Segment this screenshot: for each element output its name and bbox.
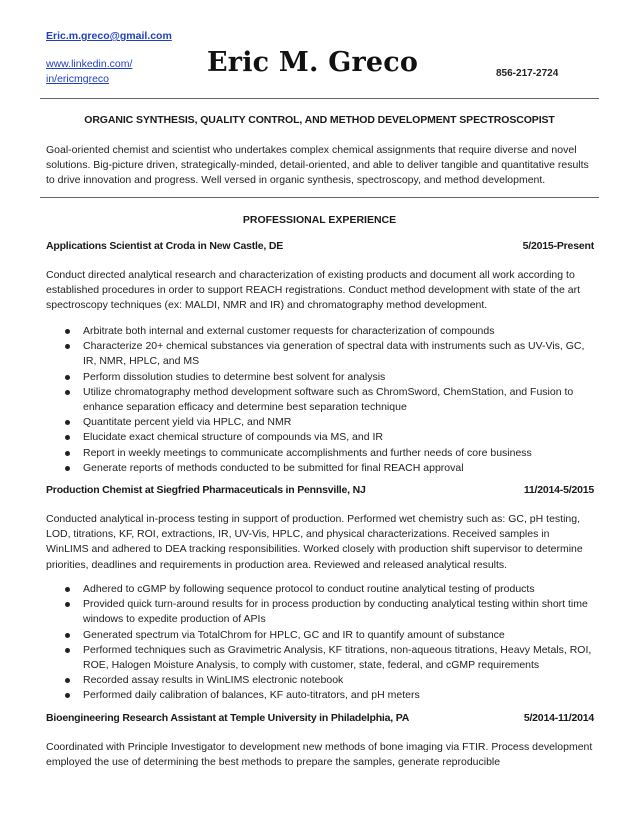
job-header (46, 712, 594, 724)
bullet-item (64, 370, 594, 385)
experience-section-title: PROFESSIONAL EXPERIENCE (242, 214, 397, 226)
bullet-icon (65, 390, 70, 395)
bullet-text: Provided quick turn-around results for in process production by conducting analytical testing within short time windows to expedite production of APIs (83, 598, 588, 626)
bullet-icon (65, 344, 70, 349)
job-title: Bioengineering Research Assistant at Temple University in Philadelphia, PA (46, 712, 410, 724)
job-header (46, 484, 594, 496)
bullet-icon (65, 693, 70, 698)
job-description: Conduct directed analytical research and characterization of existing products and document all work according to established procedures in order to support REACH registrations. Conduct method development with state of the art spectroscopy techniques (ex: MALDI, NMR and IR) and chromatography method development. (46, 269, 581, 312)
bullet-text: Utilize chromatography method development software such as ChromSword, ChemStation, and Fusion to enhance separation efficacy and determine best separation technique (83, 385, 574, 414)
bullet-icon (65, 648, 70, 653)
bullet-text: Elucidate exact chemical structure of compounds via MS, and IR (83, 431, 383, 444)
phone-number: 856-217-2724 (496, 68, 559, 79)
job-title: Applications Scientist at Croda in New Castle, DE (46, 240, 284, 252)
bullet-item (64, 430, 594, 445)
job-bullet-list (64, 582, 594, 704)
bullet-icon (65, 602, 70, 607)
bullet-icon (65, 375, 70, 380)
summary-paragraph: Goal-oriented chemist and scientist who undertakes complex chemical assignments that require diverse and novel solutions. Big-picture driven, strategically-minded, detail-oriented, and able to deliver tangible and quantitative results to drive innovation and progress. Well versed in organic synthesis, spectroscopy, and method development. (46, 144, 589, 187)
bullet-item (64, 628, 594, 643)
bullet-icon (65, 329, 70, 334)
candidate-name: Eric M. Greco (207, 47, 419, 78)
job-dates: 5/2014-11/2014 (523, 712, 594, 724)
bullet-item (64, 385, 594, 415)
job-dates: 11/2014-5/2015 (523, 484, 594, 496)
bullet-text: Arbitrate both internal and external customer requests for characterization of compounds (83, 325, 495, 337)
linkedin-link[interactable]: www.linkedin.com/ in/ericmgreco (46, 58, 133, 85)
bullet-text: Generate reports of methods conducted to be submitted for final REACH approval (83, 461, 464, 474)
bullet-text: Generated spectrum via TotalChrom for HPLC, GC and IR to quantify amount of substance (83, 628, 505, 641)
bullet-item (64, 643, 594, 673)
job-title: Production Chemist at Siegfried Pharmaceuticals in Pennsville, NJ (46, 484, 366, 496)
professional-headline: ORGANIC SYNTHESIS, QUALITY CONTROL, AND METHOD DEVELOPMENT SPECTROSCOPIST (84, 114, 555, 126)
bullet-text: Quantitate percent yield via HPLC, and NMR (83, 416, 292, 429)
bullet-icon (65, 420, 70, 425)
bullet-icon (65, 587, 70, 592)
bullet-item (64, 415, 594, 430)
job-description: Coordinated with Principle Investigator to development new methods of bone imaging via FTIR. Process development employed the use of determining the best methods to prepare the samples, generate reproducible (46, 741, 593, 769)
bullet-icon (65, 451, 70, 456)
job-header (46, 240, 594, 252)
bullet-icon (65, 466, 70, 471)
bullet-item (64, 461, 594, 476)
bullet-icon (65, 435, 70, 440)
bullet-item (64, 673, 594, 688)
bullet-text: Report in weekly meetings to communicate accomplishments and further needs of core business (83, 446, 532, 459)
job-bullet-list (64, 324, 594, 476)
bullet-item (64, 582, 594, 597)
bullet-text: Performed daily calibration of balances, KF auto-titrators, and pH meters (83, 689, 420, 702)
email-link[interactable]: Eric.m.greco@gmail.com (46, 30, 172, 42)
bullet-item (64, 324, 594, 339)
bullet-item (64, 688, 594, 703)
bullet-text: Recorded assay results in WinLIMS electronic notebook (83, 674, 344, 687)
bullet-text: Performed techniques such as Gravimetric Analysis, KF titrations, non-aqueous titrations, Heavy Metals, ROI, ROE, Halogen Moisture Analysis, to comply with customer, state, federal, and cGMP requirements (83, 643, 592, 672)
bullet-item (64, 339, 594, 369)
header-divider (40, 98, 599, 99)
bullet-icon (65, 678, 70, 683)
bullet-text: Perform dissolution studies to determine best solvent for analysis (83, 370, 386, 383)
job-description: Conducted analytical in-process testing in support of production. Performed wet chemistry such as: GC, pH testing, LOD, titrations, KF, ROI, extractions, IR, UV-Vis, HPLC, and physical characterizations. Received samples in WinLIMS and adhered to DEA tracking responsibilities. Worked closely with production shift supervisor to determine priorities, deadlines and requirements in production area. Reviewed and released analytical results. (46, 513, 583, 571)
bullet-item (64, 597, 594, 627)
bullet-icon (65, 633, 70, 638)
summary-divider (40, 197, 599, 198)
job-dates: 5/2015-Present (522, 240, 594, 252)
bullet-text: Adhered to cGMP by following sequence protocol to conduct routine analytical testing of products (83, 583, 535, 595)
bullet-item (64, 446, 594, 461)
bullet-text: Characterize 20+ chemical substances via generation of spectral data with instruments such as UV-Vis, GC, IR, NMR, HPLC, and MS (83, 340, 585, 368)
